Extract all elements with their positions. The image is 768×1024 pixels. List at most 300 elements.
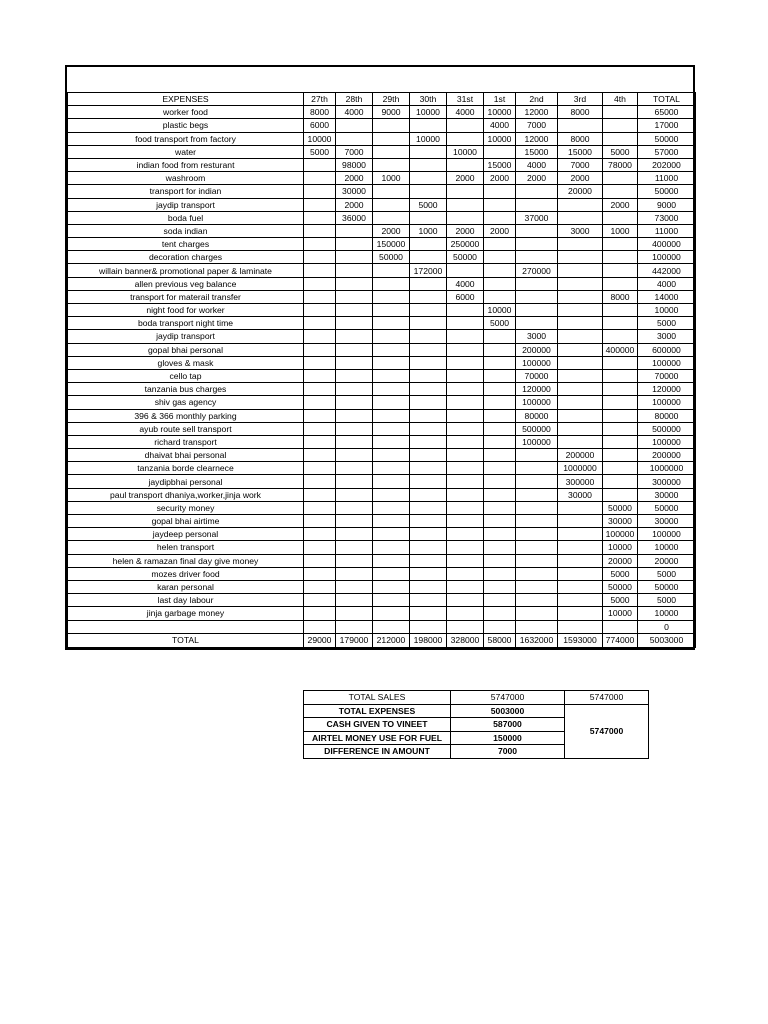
amount-cell — [336, 383, 373, 396]
amount-cell — [558, 238, 603, 251]
summary-row — [304, 704, 649, 718]
amount-cell — [516, 277, 558, 290]
row-label: tent charges — [68, 238, 304, 251]
amount-cell — [336, 409, 373, 422]
amount-cell: 4000 — [336, 106, 373, 119]
amount-cell — [304, 594, 336, 607]
amount-cell — [336, 264, 373, 277]
row-label: transport for indian — [68, 185, 304, 198]
expense-row — [68, 264, 696, 277]
expense-row — [68, 409, 696, 422]
amount-cell: 5000 — [484, 317, 516, 330]
amount-cell: 270000 — [516, 264, 558, 277]
amount-cell — [304, 198, 336, 211]
amount-cell: 50000 — [373, 251, 410, 264]
amount-cell — [516, 224, 558, 237]
expense-row — [68, 528, 696, 541]
row-label: water — [68, 145, 304, 158]
amount-cell — [484, 528, 516, 541]
row-label: food transport from factory — [68, 132, 304, 145]
row-total-cell: 9000 — [638, 198, 696, 211]
expense-row — [68, 132, 696, 145]
amount-cell: 3000 — [516, 330, 558, 343]
expense-row — [68, 515, 696, 528]
amount-cell — [603, 277, 638, 290]
amount-cell — [336, 251, 373, 264]
row-total-cell: 65000 — [638, 106, 696, 119]
row-label: tanzania borde clearnece — [68, 462, 304, 475]
amount-cell — [373, 488, 410, 501]
amount-cell — [484, 369, 516, 382]
row-label: ayub route sell transport — [68, 422, 304, 435]
row-total-cell: 50000 — [638, 185, 696, 198]
amount-cell — [603, 330, 638, 343]
amount-cell: 50000 — [447, 251, 484, 264]
row-total-cell: 5000 — [638, 594, 696, 607]
amount-cell: 58000 — [484, 633, 516, 647]
row-total-cell: 50000 — [638, 501, 696, 514]
amount-cell: 10000 — [447, 145, 484, 158]
amount-cell: 8000 — [304, 106, 336, 119]
amount-cell — [304, 343, 336, 356]
amount-cell — [304, 251, 336, 264]
airtel-money-label: AIRTEL MONEY USE FOR FUEL — [304, 731, 451, 745]
amount-cell — [603, 462, 638, 475]
amount-cell — [410, 290, 447, 303]
amount-cell — [558, 304, 603, 317]
amount-cell — [304, 488, 336, 501]
amount-cell — [410, 119, 447, 132]
amount-cell — [558, 501, 603, 514]
amount-cell — [373, 620, 410, 633]
amount-cell — [558, 541, 603, 554]
row-label: 396 & 366 monthly parking — [68, 409, 304, 422]
amount-cell — [373, 290, 410, 303]
row-total-cell: 5000 — [638, 317, 696, 330]
amount-cell — [410, 580, 447, 593]
amount-cell: 2000 — [516, 172, 558, 185]
amount-cell — [304, 462, 336, 475]
row-total-cell: 57000 — [638, 145, 696, 158]
amount-cell: 4th — [603, 93, 638, 106]
amount-cell — [304, 409, 336, 422]
expense-row — [68, 462, 696, 475]
amount-cell — [558, 396, 603, 409]
expense-sheet — [65, 65, 695, 650]
amount-cell — [410, 607, 447, 620]
row-label: EXPENSES — [68, 93, 304, 106]
amount-cell — [558, 435, 603, 448]
amount-cell: 212000 — [373, 633, 410, 647]
amount-cell — [603, 106, 638, 119]
amount-cell: 15000 — [516, 145, 558, 158]
amount-cell: 3000 — [558, 224, 603, 237]
amount-cell — [447, 435, 484, 448]
expense-row — [68, 238, 696, 251]
amount-cell — [447, 422, 484, 435]
amount-cell — [410, 238, 447, 251]
amount-cell: 5000 — [304, 145, 336, 158]
amount-cell: 10000 — [603, 541, 638, 554]
amount-cell — [447, 620, 484, 633]
amount-cell — [304, 620, 336, 633]
amount-cell: 7000 — [516, 119, 558, 132]
amount-cell — [558, 620, 603, 633]
total-expenses-value: 5003000 — [451, 704, 565, 718]
amount-cell: 500000 — [516, 422, 558, 435]
row-label: TOTAL — [68, 633, 304, 647]
amount-cell — [447, 264, 484, 277]
amount-cell — [558, 356, 603, 369]
amount-cell — [410, 383, 447, 396]
amount-cell — [373, 449, 410, 462]
amount-cell — [410, 475, 447, 488]
summary-table — [303, 690, 649, 759]
amount-cell — [447, 343, 484, 356]
amount-cell — [447, 488, 484, 501]
amount-cell: 100000 — [516, 356, 558, 369]
amount-cell — [603, 238, 638, 251]
expense-row — [68, 185, 696, 198]
row-label: plastic begs — [68, 119, 304, 132]
amount-cell — [410, 541, 447, 554]
amount-cell — [484, 211, 516, 224]
amount-cell: 1000 — [603, 224, 638, 237]
amount-cell: 4000 — [447, 106, 484, 119]
amount-cell — [304, 369, 336, 382]
amount-cell — [373, 343, 410, 356]
amount-cell — [373, 515, 410, 528]
row-label: indian food from resturant — [68, 158, 304, 171]
row-label: soda indian — [68, 224, 304, 237]
amount-cell — [447, 580, 484, 593]
amount-cell — [447, 567, 484, 580]
amount-cell — [447, 462, 484, 475]
expense-row — [68, 396, 696, 409]
row-total-cell: 4000 — [638, 277, 696, 290]
row-label: night food for worker — [68, 304, 304, 317]
row-label: transport for materail transfer — [68, 290, 304, 303]
amount-cell — [373, 119, 410, 132]
row-label: gopal bhai personal — [68, 343, 304, 356]
amount-cell — [558, 528, 603, 541]
amount-cell — [516, 620, 558, 633]
amount-cell: 8000 — [558, 106, 603, 119]
amount-cell — [336, 462, 373, 475]
amount-cell — [484, 383, 516, 396]
row-label: gopal bhai airtime — [68, 515, 304, 528]
amount-cell — [304, 501, 336, 514]
amount-cell — [603, 185, 638, 198]
amount-cell: 1632000 — [516, 633, 558, 647]
amount-cell — [516, 488, 558, 501]
amount-cell — [304, 435, 336, 448]
amount-cell: 3rd — [558, 93, 603, 106]
amount-cell — [484, 277, 516, 290]
expense-row — [68, 343, 696, 356]
row-label: jaydip transport — [68, 330, 304, 343]
amount-cell: 4000 — [447, 277, 484, 290]
row-total-cell: 14000 — [638, 290, 696, 303]
expense-row — [68, 198, 696, 211]
amount-cell — [304, 211, 336, 224]
amount-cell — [558, 422, 603, 435]
amount-cell — [484, 554, 516, 567]
amount-cell — [447, 198, 484, 211]
amount-cell — [516, 528, 558, 541]
amount-cell: 30000 — [603, 515, 638, 528]
amount-cell — [336, 594, 373, 607]
row-label: jaydip transport — [68, 198, 304, 211]
amount-cell: 5000 — [410, 198, 447, 211]
amount-cell — [447, 317, 484, 330]
amount-cell — [336, 369, 373, 382]
amount-cell — [336, 132, 373, 145]
amount-cell — [336, 396, 373, 409]
amount-cell — [447, 594, 484, 607]
expense-row — [68, 475, 696, 488]
amount-cell — [336, 620, 373, 633]
amount-cell — [336, 330, 373, 343]
expense-row — [68, 172, 696, 185]
amount-cell — [336, 488, 373, 501]
row-label: boda transport night time — [68, 317, 304, 330]
row-total-cell: 30000 — [638, 488, 696, 501]
amount-cell: 30th — [410, 93, 447, 106]
amount-cell — [558, 211, 603, 224]
row-total-cell: 100000 — [638, 251, 696, 264]
amount-cell: 27th — [304, 93, 336, 106]
amount-cell — [410, 317, 447, 330]
row-label: washroom — [68, 172, 304, 185]
expense-row — [68, 158, 696, 171]
amount-cell — [484, 198, 516, 211]
expense-row — [68, 607, 696, 620]
amount-cell — [447, 185, 484, 198]
amount-cell: 80000 — [516, 409, 558, 422]
amount-cell — [304, 264, 336, 277]
amount-cell: 4000 — [516, 158, 558, 171]
amount-cell: 78000 — [603, 158, 638, 171]
amount-cell — [410, 409, 447, 422]
amount-cell — [484, 475, 516, 488]
amount-cell — [373, 198, 410, 211]
amount-cell: 2000 — [484, 172, 516, 185]
amount-cell: 774000 — [603, 633, 638, 647]
amount-cell — [447, 409, 484, 422]
amount-cell — [447, 158, 484, 171]
amount-cell — [373, 317, 410, 330]
amount-cell — [558, 330, 603, 343]
amount-cell — [516, 185, 558, 198]
row-total-cell: 10000 — [638, 607, 696, 620]
amount-cell — [410, 435, 447, 448]
amount-cell: 2000 — [484, 224, 516, 237]
expense-row — [68, 211, 696, 224]
amount-cell — [410, 488, 447, 501]
amount-cell — [603, 264, 638, 277]
amount-cell — [304, 277, 336, 290]
amount-cell — [484, 185, 516, 198]
amount-cell — [336, 567, 373, 580]
amount-cell — [603, 251, 638, 264]
cash-given-label: CASH GIVEN TO VINEET — [304, 718, 451, 732]
expense-row — [68, 317, 696, 330]
amount-cell — [447, 132, 484, 145]
amount-cell — [516, 594, 558, 607]
amount-cell: 10000 — [410, 132, 447, 145]
amount-cell — [410, 277, 447, 290]
amount-cell — [373, 435, 410, 448]
amount-cell: 172000 — [410, 264, 447, 277]
row-total-cell: 0 — [638, 620, 696, 633]
amount-cell — [304, 185, 336, 198]
row-label: decoration charges — [68, 251, 304, 264]
amount-cell — [447, 475, 484, 488]
amount-cell — [516, 515, 558, 528]
amount-cell — [304, 290, 336, 303]
row-label: cello tap — [68, 369, 304, 382]
amount-cell: 1000 — [410, 224, 447, 237]
amount-cell — [336, 238, 373, 251]
amount-cell — [410, 145, 447, 158]
amount-cell: 2nd — [516, 93, 558, 106]
amount-cell — [558, 290, 603, 303]
merged-total-value: 5747000 — [565, 704, 649, 758]
row-label: gloves & mask — [68, 356, 304, 369]
amount-cell: 2000 — [558, 172, 603, 185]
amount-cell — [373, 422, 410, 435]
amount-cell: 30000 — [336, 185, 373, 198]
amount-cell: 5000 — [603, 567, 638, 580]
amount-cell — [447, 515, 484, 528]
amount-cell — [516, 607, 558, 620]
difference-value: 7000 — [451, 745, 565, 759]
amount-cell — [603, 435, 638, 448]
amount-cell — [410, 304, 447, 317]
amount-cell — [336, 343, 373, 356]
amount-cell: 20000 — [603, 554, 638, 567]
amount-cell: 28th — [336, 93, 373, 106]
amount-cell — [304, 528, 336, 541]
total-row — [68, 633, 696, 647]
amount-cell — [336, 449, 373, 462]
amount-cell: 150000 — [373, 238, 410, 251]
amount-cell — [373, 277, 410, 290]
expense-row — [68, 383, 696, 396]
amount-cell: 1st — [484, 93, 516, 106]
row-total-cell: 5003000 — [638, 633, 696, 647]
row-total-cell: 600000 — [638, 343, 696, 356]
amount-cell — [373, 409, 410, 422]
amount-cell — [373, 369, 410, 382]
amount-cell — [410, 528, 447, 541]
amount-cell — [484, 264, 516, 277]
row-label: allen previous veg balance — [68, 277, 304, 290]
amount-cell — [484, 462, 516, 475]
expense-row — [68, 369, 696, 382]
amount-cell — [304, 449, 336, 462]
amount-cell — [516, 541, 558, 554]
row-label: jaydeep personal — [68, 528, 304, 541]
row-total-cell: 442000 — [638, 264, 696, 277]
amount-cell — [516, 198, 558, 211]
amount-cell: 9000 — [373, 106, 410, 119]
amount-cell — [410, 356, 447, 369]
row-label: shiv gas agency — [68, 396, 304, 409]
amount-cell: 179000 — [336, 633, 373, 647]
amount-cell — [410, 172, 447, 185]
amount-cell — [336, 435, 373, 448]
expense-row — [68, 488, 696, 501]
amount-cell — [410, 158, 447, 171]
row-label: last day labour — [68, 594, 304, 607]
row-label: worker food — [68, 106, 304, 119]
amount-cell — [516, 554, 558, 567]
amount-cell — [304, 304, 336, 317]
row-label: karan personal — [68, 580, 304, 593]
amount-cell — [484, 422, 516, 435]
amount-cell — [373, 554, 410, 567]
row-label: paul transport dhaniya,worker,jinja work — [68, 488, 304, 501]
amount-cell — [373, 567, 410, 580]
amount-cell — [447, 607, 484, 620]
amount-cell — [373, 264, 410, 277]
amount-cell — [410, 185, 447, 198]
amount-cell — [447, 119, 484, 132]
amount-cell — [373, 501, 410, 514]
amount-cell — [516, 580, 558, 593]
row-total-cell: 20000 — [638, 554, 696, 567]
amount-cell: 2000 — [447, 224, 484, 237]
amount-cell — [558, 515, 603, 528]
amount-cell — [603, 409, 638, 422]
row-total-cell: 30000 — [638, 515, 696, 528]
amount-cell — [516, 567, 558, 580]
expense-row — [68, 304, 696, 317]
expense-row — [68, 449, 696, 462]
amount-cell — [558, 251, 603, 264]
amount-cell — [484, 238, 516, 251]
summary-row — [304, 691, 649, 705]
amount-cell — [603, 488, 638, 501]
amount-cell — [484, 594, 516, 607]
amount-cell — [516, 449, 558, 462]
row-total-cell: 11000 — [638, 172, 696, 185]
expense-row — [68, 620, 696, 633]
amount-cell — [373, 462, 410, 475]
amount-cell: 29th — [373, 93, 410, 106]
amount-cell — [373, 528, 410, 541]
amount-cell — [447, 330, 484, 343]
amount-cell — [304, 224, 336, 237]
amount-cell — [373, 356, 410, 369]
row-total-cell: 200000 — [638, 449, 696, 462]
header-row — [68, 93, 696, 106]
amount-cell — [558, 607, 603, 620]
amount-cell — [484, 580, 516, 593]
amount-cell: 8000 — [558, 132, 603, 145]
amount-cell: 6000 — [447, 290, 484, 303]
amount-cell — [603, 422, 638, 435]
amount-cell: 200000 — [516, 343, 558, 356]
amount-cell — [603, 620, 638, 633]
amount-cell — [410, 251, 447, 264]
total-expenses-label: TOTAL EXPENSES — [304, 704, 451, 718]
amount-cell — [484, 449, 516, 462]
amount-cell — [603, 449, 638, 462]
amount-cell — [447, 396, 484, 409]
